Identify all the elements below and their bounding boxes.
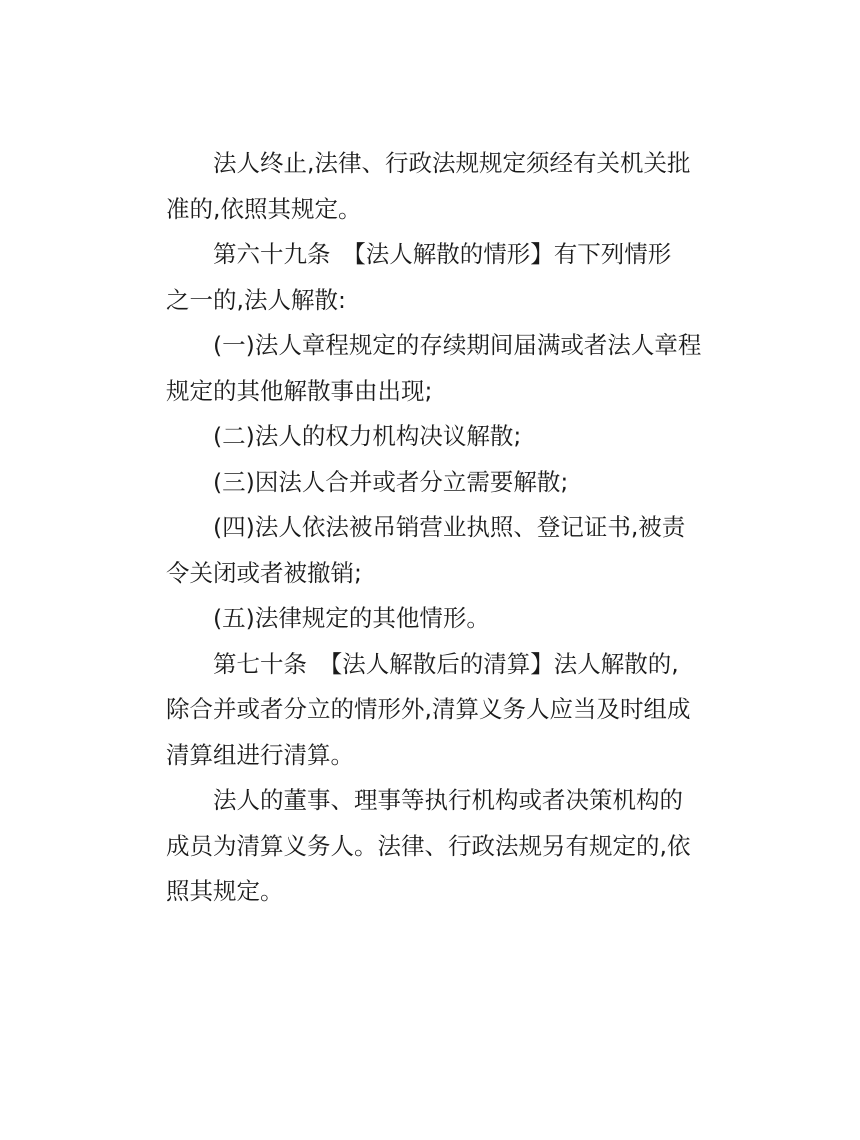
text-line: 除合并或者分立的情形外,清算义务人应当及时组成 bbox=[166, 695, 691, 723]
text-line: 之一的,法人解散: bbox=[166, 285, 346, 314]
document-body bbox=[166, 141, 702, 915]
text-line: 准的,依照其规定。 bbox=[166, 194, 362, 223]
list-item-1: (一)法人章程规定的存续期间届满或者法人章程 bbox=[213, 331, 702, 359]
list-item-3: (三)因法人合并或者分立需要解散; bbox=[213, 467, 569, 496]
article-70-heading-line: 第七十条 【法人解散后的清算】法人解散的, bbox=[213, 649, 679, 678]
list-item-5: (五)法律规定的其他情形。 bbox=[213, 604, 490, 632]
text-line: 规定的其他解散事由出现; bbox=[166, 376, 433, 405]
text-line: 令关闭或者被撤销; bbox=[166, 558, 362, 587]
text-line: 成员为清算义务人。法律、行政法规另有规定的,依 bbox=[166, 831, 691, 860]
article-69-heading-line: 第六十九条 【法人解散的情形】有下列情形 bbox=[213, 240, 672, 268]
text-line: 法人的董事、理事等执行机构或者决策机构的 bbox=[213, 786, 683, 814]
text-line: 清算组进行清算。 bbox=[166, 740, 354, 769]
text-line: 照其规定。 bbox=[166, 877, 284, 905]
list-item-4: (四)法人依法被吊销营业执照、登记证书,被责 bbox=[213, 513, 686, 541]
text-line: 法人终止,法律、行政法规规定须经有关机关批 bbox=[213, 149, 691, 177]
list-item-2: (二)法人的权力机构决议解散; bbox=[213, 422, 522, 450]
